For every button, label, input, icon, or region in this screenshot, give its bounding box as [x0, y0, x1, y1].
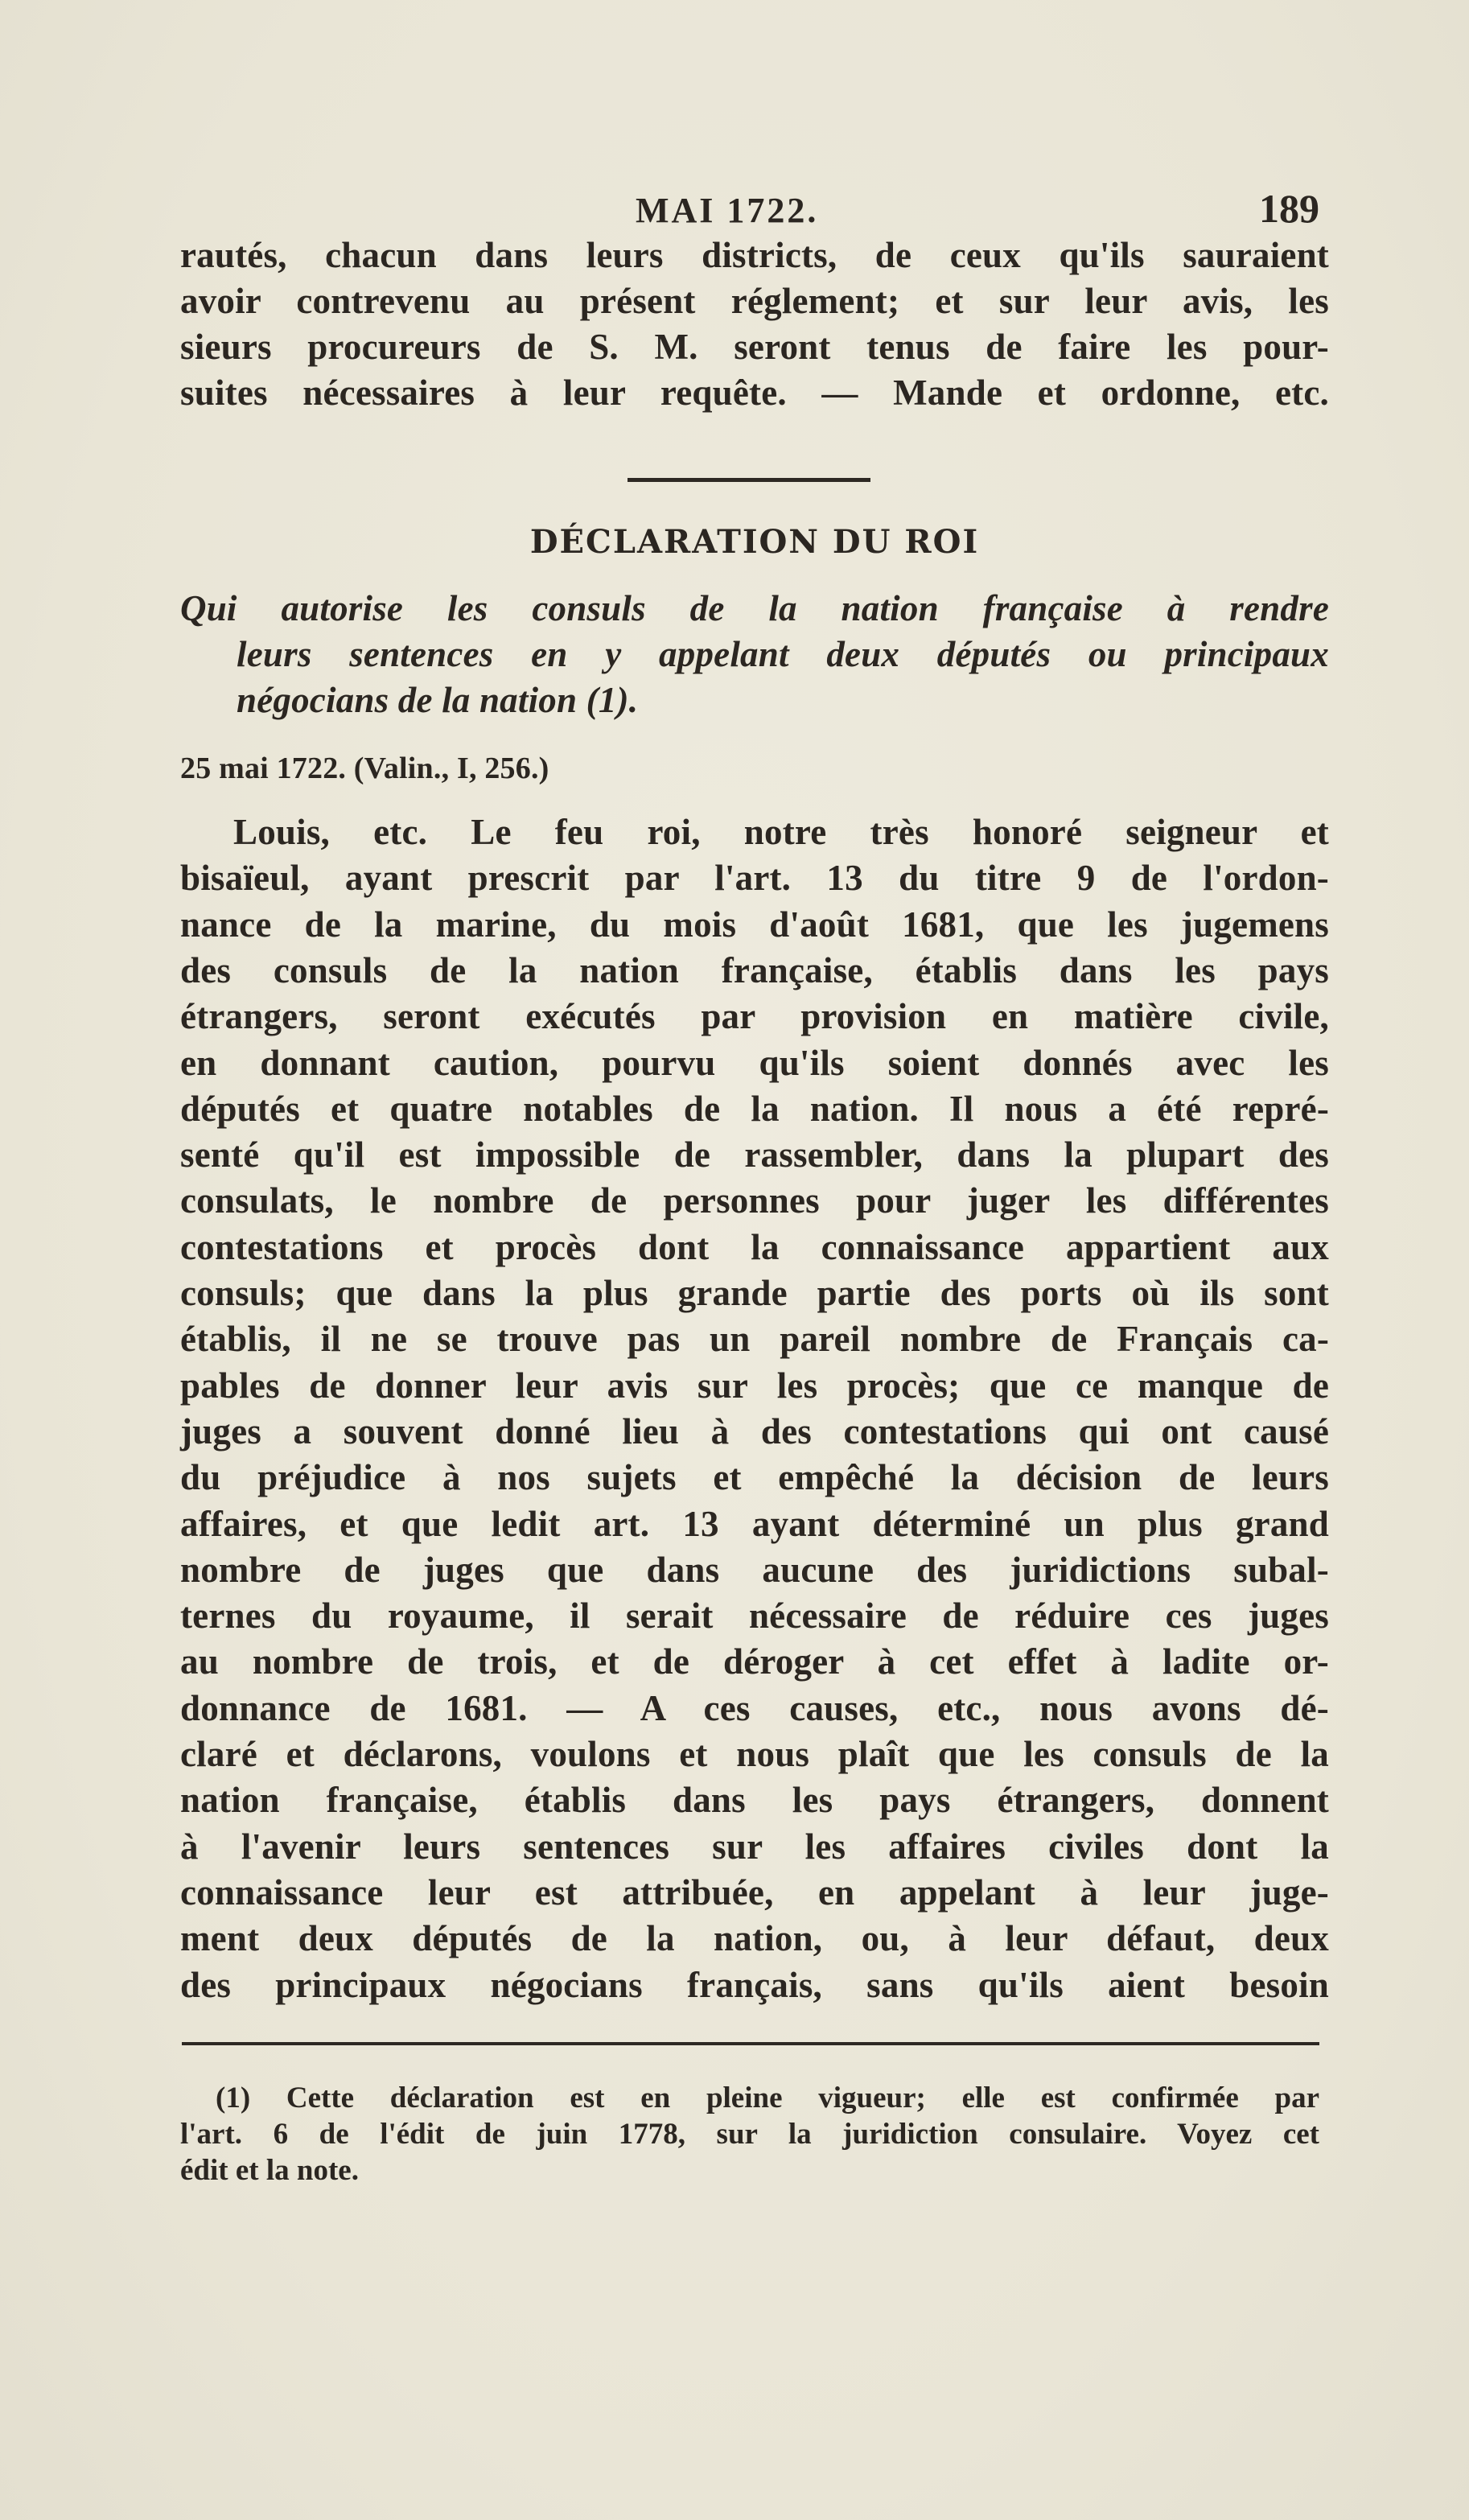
text-line: du préjudice à nos sujets et empêché la décision de leurs — [180, 1457, 1329, 1498]
footnote-line: (1) Cette déclaration est en pleine vigueur; elle est confirmée par — [216, 2081, 1319, 2114]
text-line: consulats, le nombre de personnes pour juger les différentes — [180, 1180, 1329, 1221]
text-line: nance de la marine, du mois d'août 1681, que les jugemens — [180, 904, 1329, 945]
text-line: bisaïeul, ayant prescrit par l'art. 13 du titre 9 de l'ordon- — [180, 858, 1329, 899]
text-line: avoir contrevenu au présent réglement; et sur leur avis, les — [180, 281, 1329, 321]
footnote-line: édit et la note. — [180, 2154, 359, 2187]
text-line: à l'avenir leurs sentences sur les affaires civiles dont la — [180, 1826, 1329, 1867]
text-line: connaissance leur est attribuée, en appelant à leur juge- — [180, 1871, 1329, 1913]
text-line: suites nécessaires à leur requête. — Mande et ordonne, etc. — [180, 373, 1329, 413]
footnote-divider — [182, 2042, 1319, 2045]
text-line: affaires, et que ledit art. 13 ayant déterminé un plus grand — [180, 1503, 1329, 1544]
text-line: donnance de 1681. — A ces causes, etc., nous avons dé- — [180, 1687, 1329, 1728]
footnote-line: l'art. 6 de l'édit de juin 1778, sur la juridiction consulaire. Voyez cet — [180, 2118, 1319, 2151]
text-line: juges a souvent donné lieu à des contestations qui ont causé — [180, 1410, 1329, 1451]
text-line: étrangers, seront exécutés par provision en matière civile, — [180, 996, 1329, 1037]
text-line: des principaux négocians français, sans qu'ils aient besoin — [180, 1964, 1329, 2005]
section-divider — [628, 478, 870, 482]
text-line: consuls; que dans la plus grande partie des ports où ils sont — [180, 1273, 1329, 1313]
text-line: en donnant caution, pourvu qu'ils soient donnés avec les — [180, 1042, 1329, 1083]
date-source: 25 mai 1722. (Valin., I, 256.) — [180, 751, 549, 785]
section-title: DÉCLARATION DU ROI — [529, 523, 980, 561]
subtitle-line: Qui autorise les consuls de la nation française à rendre — [180, 588, 1329, 628]
page-number: 189 — [1259, 186, 1319, 231]
text-line: contestations et procès dont la connaissance appartient aux — [180, 1226, 1329, 1267]
subtitle-line: leurs sentences en y appelant deux députés ou principaux — [237, 634, 1329, 674]
text-line: au nombre de trois, et de déroger à cet effet à ladite or- — [180, 1641, 1329, 1682]
text-line: nombre de juges que dans aucune des juridictions subal- — [180, 1549, 1329, 1590]
running-title: MAI 1722. — [636, 191, 819, 230]
text-line: des consuls de la nation française, établis dans les pays — [180, 949, 1329, 990]
text-line: sieurs procureurs de S. M. seront tenus de faire les pour- — [180, 327, 1329, 367]
text-line: ment deux députés de la nation, ou, à leur défaut, deux — [180, 1918, 1329, 1959]
text-line: Louis, etc. Le feu roi, notre très honoré seigneur et — [233, 812, 1329, 852]
text-line: senté qu'il est impossible de rassembler, dans la plupart des — [180, 1134, 1329, 1176]
subtitle-line: négocians de la nation (1). — [237, 680, 639, 720]
text-line: nation française, établis dans les pays étrangers, donnent — [180, 1780, 1329, 1821]
text-line: pables de donner leur avis sur les procès; que ce manque de — [180, 1365, 1329, 1406]
text-line: députés et quatre notables de la nation. Il nous a été repré- — [180, 1088, 1329, 1129]
text-line: rautés, chacun dans leurs districts, de ceux qu'ils sauraient — [180, 235, 1329, 275]
text-line: établis, il ne se trouve pas un pareil nombre de Français ca- — [180, 1319, 1329, 1360]
text-line: claré et déclarons, voulons et nous plaît que les consuls de la — [180, 1734, 1329, 1774]
text-line: ternes du royaume, il serait nécessaire de réduire ces juges — [180, 1596, 1329, 1637]
